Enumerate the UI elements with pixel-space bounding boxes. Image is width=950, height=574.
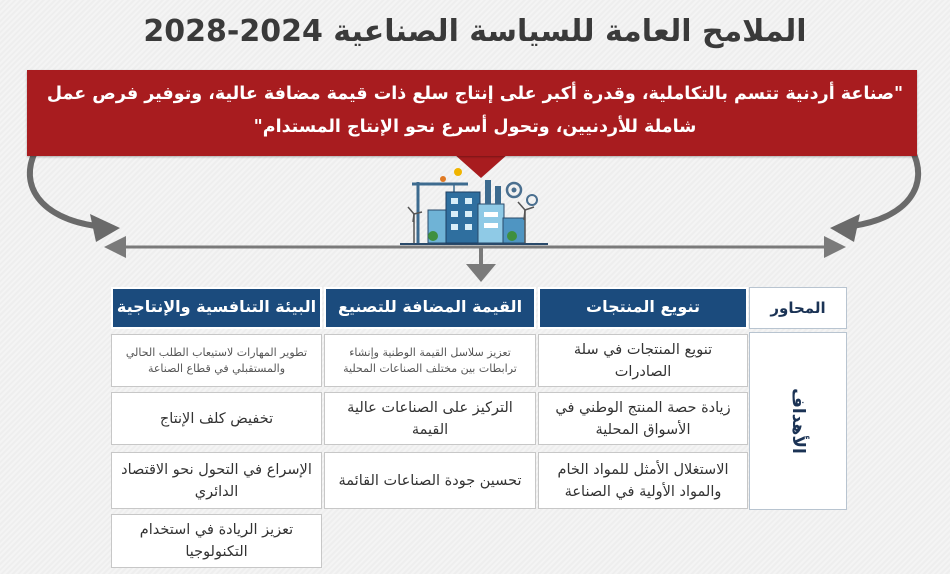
page-title: الملامح العامة للسياسة الصناعية 2024-2028 (143, 14, 807, 49)
goal-cell: تعزيز الريادة في استخدام التكنولوجيا (111, 514, 322, 568)
column-header-manufacturing-value-added: القيمة المضافة للتصنيع (324, 287, 536, 329)
goal-cell: زيادة حصة المنتج الوطني في الأسواق المحلية (538, 392, 748, 445)
vision-line-2: شاملة للأردنيين، وتحول أسرع نحو الإنتاج المستدام" (253, 117, 697, 137)
goal-cell: تخفيض كلف الإنتاج (111, 392, 322, 445)
goals-label: الأهداف (788, 388, 808, 454)
goal-cell: التركيز على الصناعات عالية القيمة (324, 392, 536, 445)
left-arrowhead-icon (90, 214, 120, 242)
right-arrowhead-icon (830, 214, 860, 242)
column-header-product-diversification: تنويع المنتجات (538, 287, 748, 329)
goal-cell: تنويع المنتجات في سلة الصادرات (538, 334, 748, 387)
industrial-factory-icon (400, 168, 548, 244)
goals-cell (749, 332, 847, 510)
vision-line-1: "صناعة أردنية تتسم بالتكاملية، وقدرة أكبر على إنتاج سلع ذات قيمة مضافة عالية، وتوفير فرص عمل (46, 84, 904, 104)
down-arrow-icon (466, 264, 496, 282)
goal-cell: تحسين جودة الصناعات القائمة (324, 452, 536, 509)
column-header-competitive-environment: البيئة التنافسية والإنتاجية (111, 287, 322, 329)
banner-pointer (454, 154, 508, 178)
axes-header: المحاور (749, 287, 847, 329)
goal-cell: تطوير المهارات لاستيعاب الطلب الحالي والمستقبلي في قطاع الصناعة (111, 334, 322, 387)
goal-cell: الإسراع في التحول نحو الاقتصاد الدائري (111, 452, 322, 509)
vision-statement (35, 78, 915, 144)
goal-cell: تعزيز سلاسل القيمة الوطنية وإنشاء ترابطات بين مختلف الصناعات المحلية (324, 334, 536, 387)
goal-cell: الاستغلال الأمثل للمواد الخام والمواد الأولية في الصناعة (538, 452, 748, 509)
